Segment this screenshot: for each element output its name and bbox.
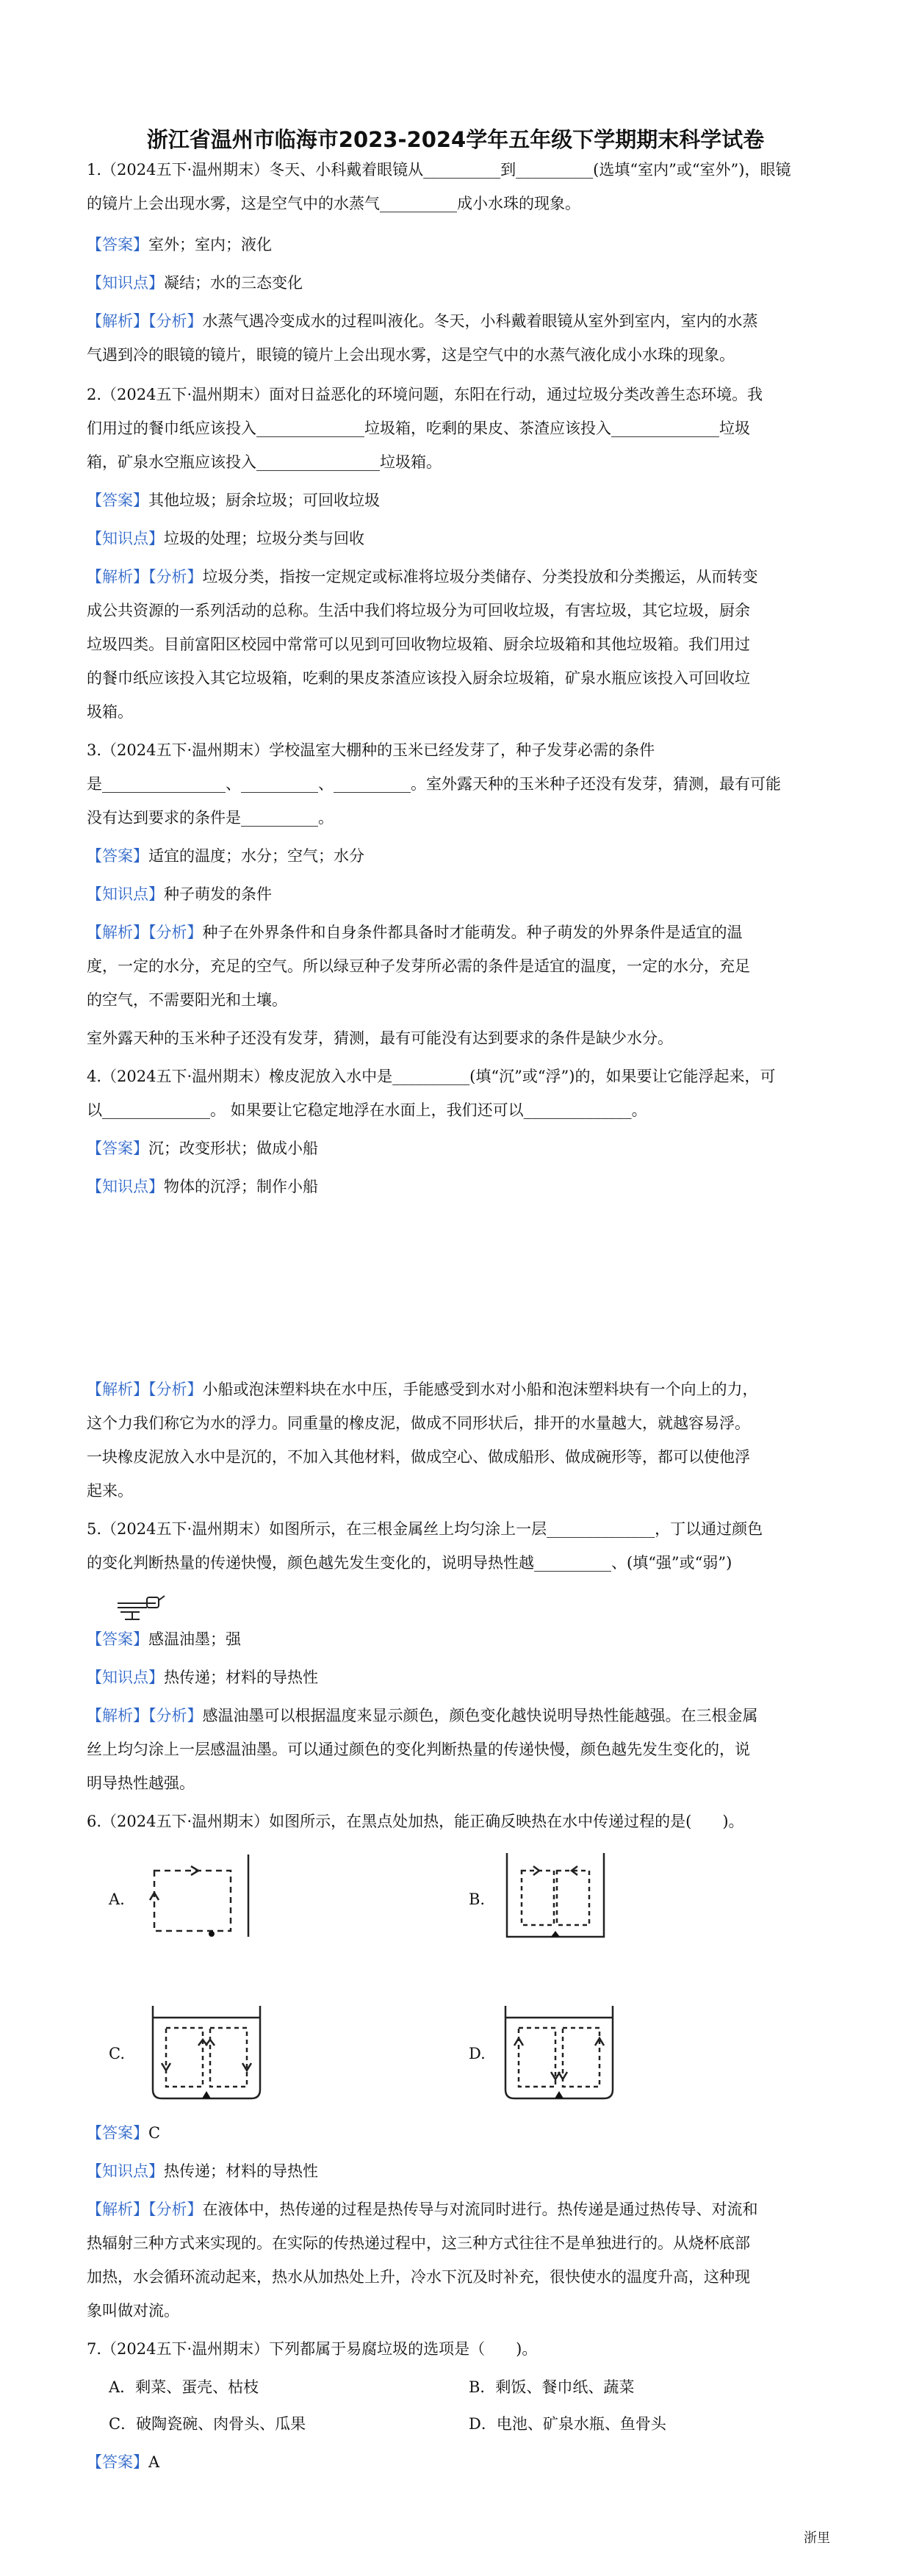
q3-answer: 【答案】适宜的温度；水分；空气；水分: [87, 847, 364, 865]
q6-option-c-figure[interactable]: [144, 2001, 269, 2104]
q3-line-2: 是________________、__________、__________。室外露天种的玉米种子还没有发芽，猜测，最有可能: [87, 775, 781, 793]
q6-analysis-1: 【解析】【分析】在液体中，热传递的过程是热传导与对流同时进行。热传递是通过热传导、对流和: [87, 2201, 758, 2218]
q7-option-c[interactable]: C．破陶瓷碗、肉骨头、瓜果: [109, 2415, 306, 2433]
q4-line-1: 4.（2024五下·温州期末）橡皮泥放入水中是__________(填“沉”或“浮”)的，如果要让它能浮起来，可: [87, 1068, 776, 1085]
q2-analysis-5: 圾箱。: [87, 703, 133, 721]
q6-line-1: 6.（2024五下·温州期末）如图所示，在黑点处加热，能正确反映热在水中传递过程的是( )。: [87, 1813, 744, 1830]
q4-analysis-2: 这个力我们称它为水的浮力。同重量的橡皮泥，做成不同形状后，排开的水量越大，就越容易浮。: [87, 1414, 750, 1432]
q5-line-2: 的变化判断热量的传递快慢，颜色越先发生变化的，说明导热性越__________、(填“强”或“弱”): [87, 1554, 732, 1572]
q2-line-3: 箱，矿泉水空瓶应该投入________________垃圾箱。: [87, 453, 442, 471]
q1-line-1: 1.（2024五下·温州期末）冬天、小科戴着眼镜从__________到__________(选填“室内”或“室外”)，眼镜: [87, 161, 791, 179]
q3-line-1: 3.（2024五下·温州期末）学校温室大棚种的玉米已经发芽了，种子发芽必需的条件: [87, 741, 655, 759]
q4-analysis-3: 一块橡皮泥放入水中是沉的，不加入其他材料，做成空心、做成船形、做成碗形等，都可以使他浮: [87, 1448, 750, 1466]
q6-option-b-figure[interactable]: [497, 1849, 614, 1944]
q4-answer: 【答案】沉；改变形状；做成小船: [87, 1140, 318, 1157]
q4-line-2: 以______________。 如果要让它稳定地浮在水面上，我们还可以______________。: [87, 1101, 647, 1119]
q5-analysis-1: 【解析】【分析】感温油墨可以根据温度来显示颜色，颜色变化越快说明导热性能越强。在三根金属: [87, 1707, 758, 1724]
q5-metal-wire-figure: [110, 1587, 169, 1624]
q5-knowledge: 【知识点】热传递；材料的导热性: [87, 1669, 318, 1686]
q7-option-a[interactable]: A．剩菜、蛋壳、枯枝: [109, 2378, 259, 2396]
q2-analysis-3: 垃圾四类。目前富阳区校园中常常可以见到可回收物垃圾箱、厨余垃圾箱和其他垃圾箱。我们用过: [87, 636, 750, 653]
q6-option-d-label[interactable]: D.: [469, 2045, 486, 2062]
q4-analysis-4: 起来。: [87, 1482, 133, 1500]
q6-option-c-label[interactable]: C.: [109, 2045, 125, 2062]
page-title: 浙江省温州市临海市2023-2024学年五年级下学期期末科学试卷: [146, 127, 765, 152]
q2-line-1: 2.（2024五下·温州期末）面对日益恶化的环境问题，东阳在行动，通过垃圾分类改善生态环境。我: [87, 386, 763, 403]
q2-analysis-1: 【解析】【分析】垃圾分类，指按一定规定或标准将垃圾分类储存、分类投放和分类搬运，从而转变: [87, 568, 758, 586]
q7-answer: 【答案】A: [87, 2453, 160, 2471]
q3-analysis-4: 室外露天种的玉米种子还没有发芽，猜测，最有可能没有达到要求的条件是缺少水分。: [87, 1029, 673, 1047]
q1-analysis-2: 气遇到冷的眼镜的镜片，眼镜的镜片上会出现水雾，这是空气中的水蒸气液化成小水珠的现象。: [87, 346, 735, 364]
q3-analysis-3: 的空气，不需要阳光和土壤。: [87, 991, 287, 1009]
q3-line-3: 没有达到要求的条件是__________。: [87, 809, 334, 827]
q5-analysis-3: 明导热性越强。: [87, 1774, 195, 1792]
q4-analysis-1: 【解析】【分析】小船或泡沫塑料块在水中压，手能感受到水对小船和泡沫塑料块有一个向上的力，: [87, 1381, 758, 1398]
q7-line-1: 7.（2024五下·温州期末）下列都属于易腐垃圾的选项是（ )。: [87, 2340, 538, 2358]
q5-analysis-2: 丝上均匀涂上一层感温油墨。可以通过颜色的变化判断热量的传递快慢，颜色越先发生变化的，说: [87, 1741, 750, 1758]
q1-analysis-1: 【解析】【分析】水蒸气遇冷变成水的过程叫液化。冬天，小科戴着眼镜从室外到室内，室内的水蒸: [87, 312, 758, 330]
q6-option-a-figure[interactable]: [144, 1849, 262, 1944]
q1-answer: 【答案】室外；室内；液化: [87, 236, 272, 253]
q2-analysis-4: 的餐巾纸应该投入其它垃圾箱，吃剩的果皮茶渣应该投入厨余垃圾箱，矿泉水瓶应该投入可回收垃: [87, 669, 750, 687]
q6-analysis-2: 热辐射三种方式来实现的。在实际的传热递过程中，这三种方式往往不是单独进行的。从烧杯底部: [87, 2234, 750, 2252]
q6-option-b-label[interactable]: B.: [469, 1890, 486, 1908]
q6-analysis-3: 加热，水会循环流动起来，热水从加热处上升，冷水下沉及时补充，很快使水的温度升高，这种现: [87, 2268, 750, 2286]
q2-line-2: 们用过的餐巾纸应该投入______________垃圾箱，吃剩的果皮、茶渣应该投入______________垃圾: [87, 420, 750, 437]
q2-knowledge: 【知识点】垃圾的处理；垃圾分类与回收: [87, 530, 364, 547]
q6-option-a-label[interactable]: A.: [109, 1890, 125, 1908]
q4-knowledge: 【知识点】物体的沉浮；制作小船: [87, 1178, 318, 1195]
page-footer: 浙里: [804, 2530, 830, 2546]
q3-analysis-2: 度，一定的水分，充足的空气。所以绿豆种子发芽所必需的条件是适宜的温度，一定的水分，充足: [87, 957, 750, 975]
q2-answer: 【答案】其他垃圾；厨余垃圾；可回收垃圾: [87, 492, 380, 509]
q6-option-d-figure[interactable]: [497, 2001, 622, 2104]
q6-answer: 【答案】C: [87, 2124, 161, 2142]
q7-option-b[interactable]: B．剩饭、餐巾纸、蔬菜: [469, 2378, 635, 2396]
q1-knowledge: 【知识点】凝结；水的三态变化: [87, 274, 303, 292]
q7-option-d[interactable]: D．电池、矿泉水瓶、鱼骨头: [469, 2415, 666, 2433]
q3-analysis-1: 【解析】【分析】种子在外界条件和自身条件都具备时才能萌发。种子萌发的外界条件是适宜的温: [87, 924, 743, 941]
q6-analysis-4: 象叫做对流。: [87, 2302, 179, 2320]
q1-line-2: 的镜片上会出现水雾，这是空气中的水蒸气__________成小水珠的现象。: [87, 195, 580, 212]
q5-line-1: 5.（2024五下·温州期末）如图所示，在三根金属丝上均匀涂上一层______________，丁以通过颜色: [87, 1520, 763, 1538]
q2-analysis-2: 成公共资源的一系列活动的总称。生活中我们将垃圾分为可回收垃圾，有害垃圾，其它垃圾，厨余: [87, 602, 750, 619]
q5-answer: 【答案】感温油墨；强: [87, 1630, 241, 1648]
q6-knowledge: 【知识点】热传递；材料的导热性: [87, 2162, 318, 2180]
q3-knowledge: 【知识点】种子萌发的条件: [87, 885, 272, 903]
